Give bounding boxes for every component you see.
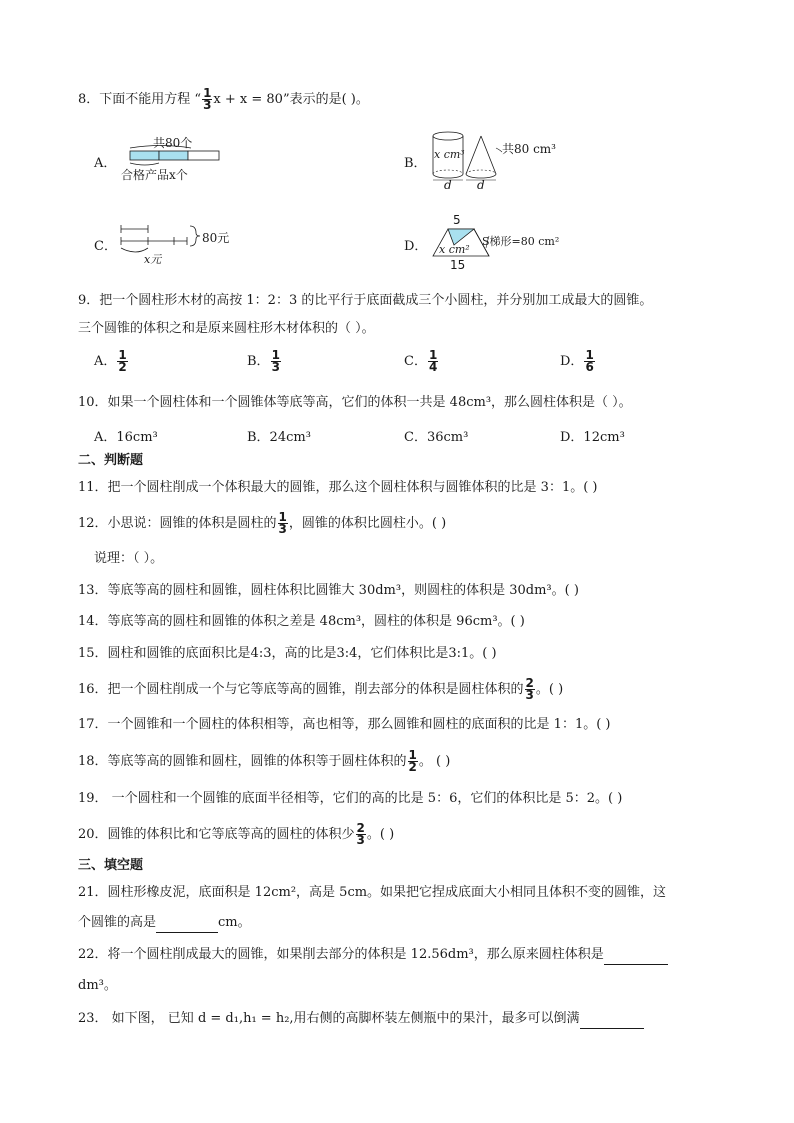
q8-stem bbox=[78, 88, 369, 111]
q10-line1: 10．如果一个圆柱体和一个圆锥体等底等高，它们的体积一共是 48cm³，那么圆柱体积是（ ）。 bbox=[78, 395, 632, 410]
q8-equation-fraction: $\frac{1}{3}$ bbox=[203, 86, 212, 112]
q9-line2: 三个圆锥的体积之和是原来圆柱形木材体积的（ ）。 bbox=[78, 321, 375, 336]
q9-option-c[interactable]: C． $\frac{1}{4}$ bbox=[404, 348, 438, 374]
q10-option-d[interactable]: D．12cm³ bbox=[560, 430, 625, 445]
q9-option-a[interactable]: A． $\frac{1}{2}$ bbox=[94, 348, 127, 374]
q8-stem-before: 8．下面不能用方程 “ bbox=[78, 92, 202, 107]
q12-explain: 说理：（ ）。 bbox=[94, 551, 164, 566]
q8-option-d-figure bbox=[430, 212, 570, 274]
q10-option-a[interactable]: A．16cm³ bbox=[94, 430, 158, 445]
q8-option-c-figure bbox=[118, 220, 238, 266]
q11: 11．把一个圆柱削成一个体积最大的圆锥，那么这个圆柱体积与圆锥体积的比是 3：1。( ) bbox=[78, 480, 598, 495]
q8-a-top-label: 共80个 bbox=[153, 136, 193, 150]
q8-b-d1-label: d bbox=[444, 178, 452, 192]
q8-c-bottom-label: x元 bbox=[144, 253, 162, 266]
q15: 15．圆柱和圆锥的底面积比是4:3，高的比是3:4，它们体积比是3:1。( ) bbox=[78, 646, 497, 661]
q21-line2: 个圆锥的高是 cm。 bbox=[78, 914, 251, 933]
q22-answer-blank[interactable] bbox=[604, 946, 668, 965]
q22-line1: 22．将一个圆柱削成最大的圆锥，如果削去部分的体积是 12.56dm³，那么原来圆柱体积是 bbox=[78, 946, 668, 965]
q18: 18．等底等高的圆锥和圆柱，圆锥的体积等于圆柱体积的 $\frac{1}{2}$ 。 ( ) bbox=[78, 748, 451, 774]
q23-answer-blank[interactable] bbox=[580, 1010, 644, 1029]
q10-option-c[interactable]: C．36cm³ bbox=[404, 430, 469, 445]
q8-c-right-label: 80元 bbox=[202, 231, 230, 245]
q8-option-d-label: D． bbox=[404, 239, 428, 254]
section-3-heading: 三、填空题 bbox=[78, 858, 144, 873]
q8-option-b-label: B． bbox=[404, 156, 427, 171]
q20: 20．圆锥的体积比和它等底等高的圆柱的体积少 $\frac{2}{3}$ 。( ) bbox=[78, 821, 395, 847]
q8-d-side-label: S梯形=80 cm² bbox=[482, 235, 560, 248]
q8-b-inside-label: x cm³ bbox=[434, 148, 465, 161]
q8-a-bottom-label: 合格产品x个 bbox=[121, 168, 188, 182]
q14: 14．等底等高的圆柱和圆锥的体积之差是 48cm³，圆柱的体积是 96cm³。( ) bbox=[78, 614, 525, 629]
q23: 23． 如下图， 已知 d = d₁,h₁ = h₂,用右侧的高脚杯装左侧瓶中的果汁，最多可以倒满 bbox=[78, 1010, 644, 1029]
q8-option-c-label: C． bbox=[94, 239, 117, 254]
q9-line1: 9．把一个圆柱形木材的高按 1：2：3 的比平行于底面截成三个小圆柱，并分别加工成最大的圆锥。 bbox=[78, 293, 653, 308]
q22-line2: dm³。 bbox=[78, 978, 117, 993]
q9-option-b[interactable]: B． $\frac{1}{3}$ bbox=[247, 348, 280, 374]
q8-d-inside-label: x cm² bbox=[439, 243, 470, 256]
q8-d-bottom-label: 15 bbox=[450, 258, 466, 272]
q10-option-b[interactable]: B．24cm³ bbox=[247, 430, 311, 445]
q16: 16．把一个圆柱削成一个与它等底等高的圆锥，削去部分的体积是圆柱体积的 $\frac{2}{3}$ 。( ) bbox=[78, 676, 564, 702]
q8-option-b-figure bbox=[428, 128, 568, 196]
q13: 13．等底等高的圆柱和圆锥，圆柱体积比圆锥大 30dm³，则圆柱的体积是 30dm³。( ) bbox=[78, 583, 579, 598]
q9-option-d[interactable]: D． $\frac{1}{6}$ bbox=[560, 348, 594, 374]
q8-option-a-label: A． bbox=[94, 156, 117, 171]
q8-option-a-figure bbox=[121, 134, 235, 182]
q8-stem-rest: x + x = 80”表示的是( )。 bbox=[213, 92, 369, 107]
q8-b-side-label: 共80 cm³ bbox=[502, 142, 556, 156]
q19: 19． 一个圆柱和一个圆锥的底面半径相等，它们的高的比是 5：6，它们的体积比是 5：2。( ) bbox=[78, 791, 623, 806]
q17: 17．一个圆锥和一个圆柱的体积相等，高也相等，那么圆锥和圆柱的底面积的比是 1：1。( ) bbox=[78, 717, 611, 732]
q8-d-top-label: 5 bbox=[453, 213, 461, 227]
section-2-heading: 二、判断题 bbox=[78, 453, 144, 468]
q12: 12．小思说：圆锥的体积是圆柱的 $\frac{1}{3}$ ，圆锥的体积比圆柱小。( ) bbox=[78, 510, 447, 536]
q8-b-d2-label: d bbox=[477, 178, 485, 192]
q21-answer-blank[interactable] bbox=[156, 914, 218, 933]
q21-line1: 21．圆柱形橡皮泥，底面积是 12cm²，高是 5cm。如果把它捏成底面大小相同且体积不变的圆锥，这 bbox=[78, 885, 667, 900]
